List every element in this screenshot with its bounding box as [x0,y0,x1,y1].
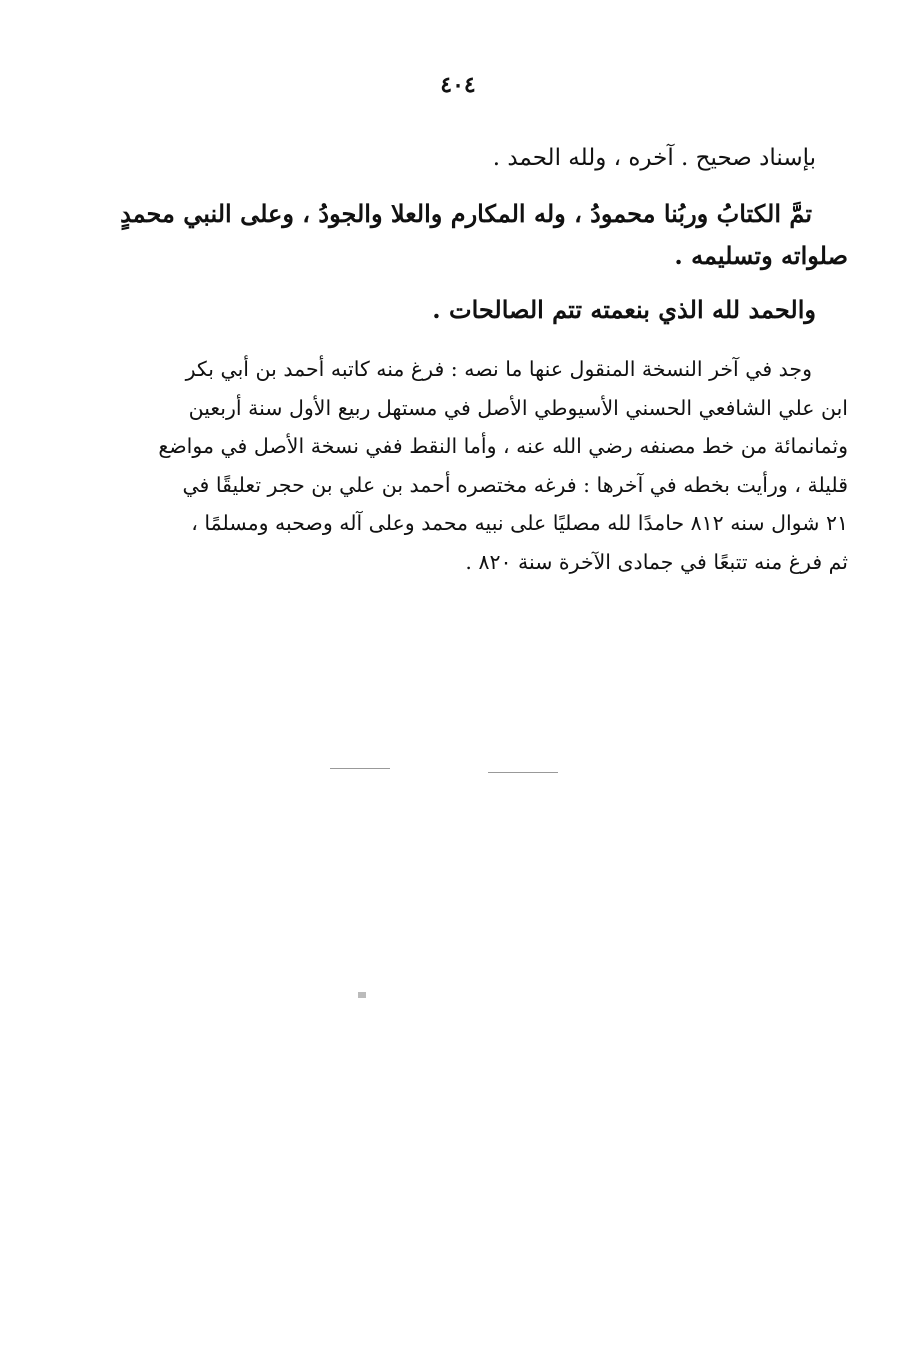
paragraph-isnad [31,140,816,176]
speck [488,772,558,773]
text-line: صلواته وتسليمه . [674,241,848,270]
text-line: ابن علي الشافعي الحسني الأسيوطي الأصل في مستهل ربيع الأول سنة أربعين [188,395,848,420]
text-line: قليلة ، ورأيت بخطه في آخرها : فرغه مختصره أحمد بن علي بن حجر تعليقًا في [182,472,848,497]
speck [330,768,390,769]
paragraph-praise [31,290,816,330]
speck [358,992,366,998]
text-line: وجد في آخر النسخة المنقول عنها ما نصه : فرغ منه كاتبه أحمد بن أبي بكر [185,357,812,381]
paragraph-colophon [63,193,848,277]
text-line: بإسناد صحيح . آخره ، ولله الحمد . [492,145,816,171]
text-line: وثمانمائة من خط مصنفه رضي الله عنه ، وأما النقط ففي نسخة الأصل في مواضع [158,434,848,458]
text-line: ثم فرغ منه تتبعًا في جمادى الآخرة سنة ٨٢٠ . [465,549,848,574]
text-line: تمَّ الكتابُ وربُنا محمودُ ، وله المكارم والعلا والجودُ ، وعلى النبي محمدٍ [120,199,812,228]
text-line: والحمد لله الذي بنعمته تتم الصالحات . [432,295,816,324]
text-line: ٢١ شوال سنه ٨١٢ حامدًا لله مصليًا على نبيه محمد وعلى آله وصحبه ومسلمًا ، [191,511,848,535]
page-number: ٤٠٤ [440,72,476,98]
paragraph-manuscript-note [63,350,848,581]
